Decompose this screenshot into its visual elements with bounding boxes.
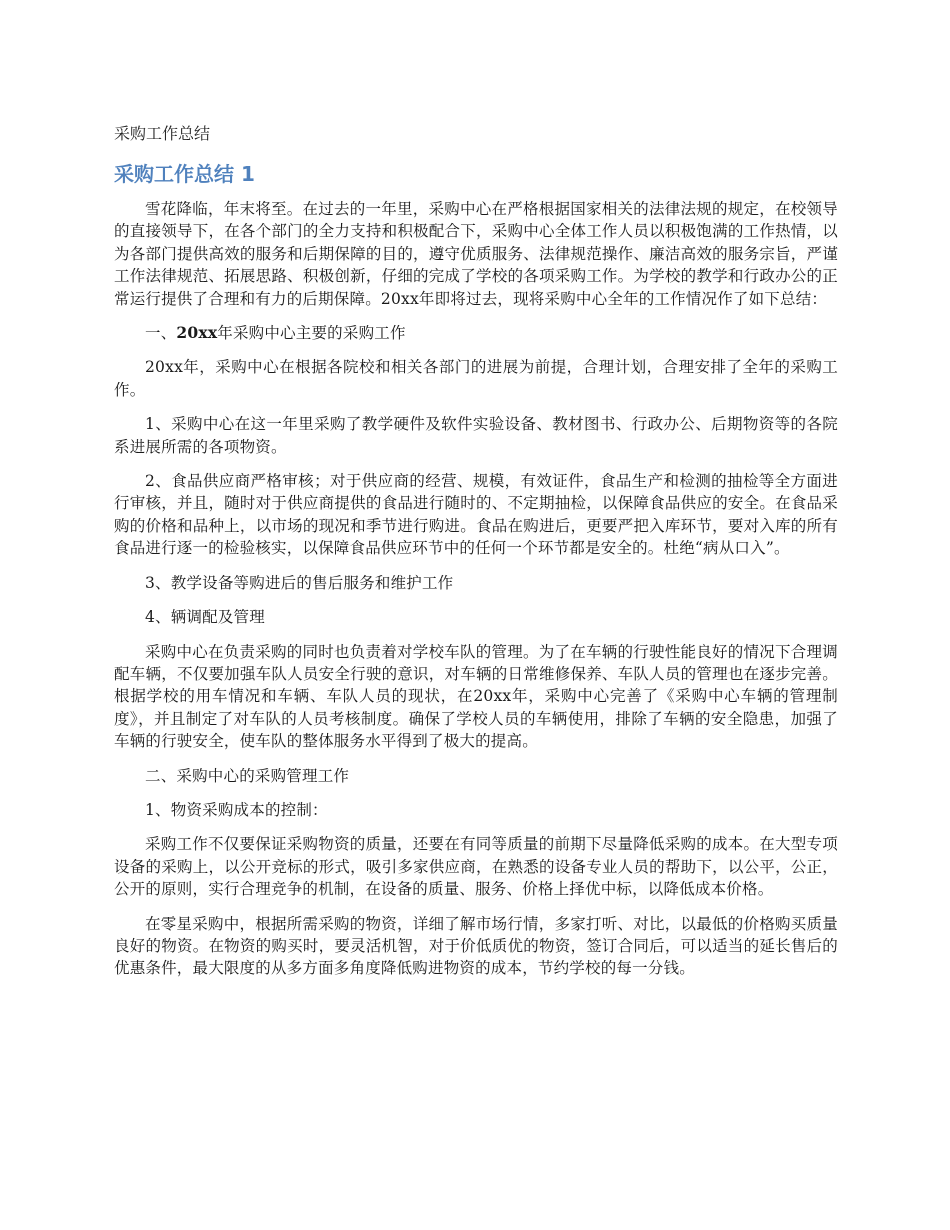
section-one-prefix: 一、 [145, 324, 177, 343]
paragraph-item-4: 4、辆调配及管理 [145, 608, 265, 627]
paragraph-section-two-heading: 二、采购中心的采购管理工作 [145, 766, 350, 785]
paragraph-vehicles: 采购中心在负责采购的同时也负责着对学校车队的管理。为了在车辆的行驶性能良好的情况下合理调配车辆，不仅要加强车队人员安全行驶的意识，对车辆的日常维修保养、车队人员的管理也在逐步完善。根据学校的用车情况和车辆、车队人员的现状，在20xx年，采购中心完善了《采购中心车辆的管理制度》，并且制定了对车队的人员考核制度。确保了学校人员的车辆使用，排除了车辆的安全隐患，加强了车辆的行驶安全，使车队的整体服务水平得到了极大的提高。 [114, 642, 838, 751]
paragraph-small-purchases: 在零星采购中，根据所需采购的物资，详细了解市场行情，多家打听、对比，以最低的价格购买质量良好的物资。在物资的购买时，要灵活机智，对于价低质优的物资，签订合同后，可以适当的延长售后的优惠条件，最大限度的从多方面多角度降低购进物资的成本，节约学校的每一分钱。 [114, 914, 838, 978]
section-one-title: 年采购中心主要的采购工作 [217, 324, 406, 343]
paragraph-intro: 雪花降临，年末将至。在过去的一年里，采购中心在严格根据国家相关的法律法规的规定，在校领导的直接领导下，在各个部门的全力支持和积极配合下，采购中心全体工作人员以积极饱满的工作热情，以为各部门提供高效的服务和后期保障的目的，遵守优质服务、法律规范操作、廉洁高效的服务宗旨，严谨工作法律规范、拓展思路、积极创新，仔细的完成了学校的各项采购工作。为学校的教学和行政办公的正常运行提供了合理和有力的后期保障。20xx年即将过去，现将采购中心全年的工作情况作了如下总结： [114, 200, 838, 308]
document-title: 采购工作总结 [114, 124, 211, 143]
paragraph-item-3: 3、教学设备等购进后的售后服务和维护工作 [145, 573, 454, 592]
section-heading: 采购工作总结 1 [114, 162, 255, 186]
paragraph-item-1: 1、采购中心在这一年里采购了教学硬件及软件实验设备、教材图书、行政办公、后期物资等的各院系进展所需的各项物资。 [114, 415, 838, 456]
paragraph-plan: 20xx年，采购中心在根据各院校和相关各部门的进展为前提，合理计划，合理安排了全年的采购工作。 [114, 358, 838, 399]
paragraph-cost-control: 采购工作不仅要保证采购物资的质量，还要在有同等质量的前期下尽量降低采购的成本。在大型专项设备的采购上，以公开竞标的形式，吸引多家供应商，在熟悉的设备专业人员的帮助下，以公平，公正，公开的原则，实行合理竞争的机制，在设备的质量、服务、价格上择优中标，以降低成本价格。 [114, 835, 838, 899]
paragraph-section-one-heading [114, 322, 838, 344]
paragraph-cost-control-heading: 1、物资采购成本的控制： [145, 800, 328, 819]
paragraph-item-2: 2、食品供应商严格审核；对于供应商的经营、规模，有效证件，食品生产和检测的抽检等全方面进行审核，并且，随时对于供应商提供的食品进行随时的、不定期抽检，以保障食品供应的安全。在食品采购的价格和品种上，以市场的现况和季节进行购进。食品在购进后，更要严把入库环节，要对入库的所有食品进行逐一的检验核实，以保障食品供应环节中的任何一个环节都是安全的。杜绝“病从口入”。 [114, 472, 838, 558]
section-one-year: 20xx [176, 323, 218, 343]
document-page [114, 122, 838, 992]
